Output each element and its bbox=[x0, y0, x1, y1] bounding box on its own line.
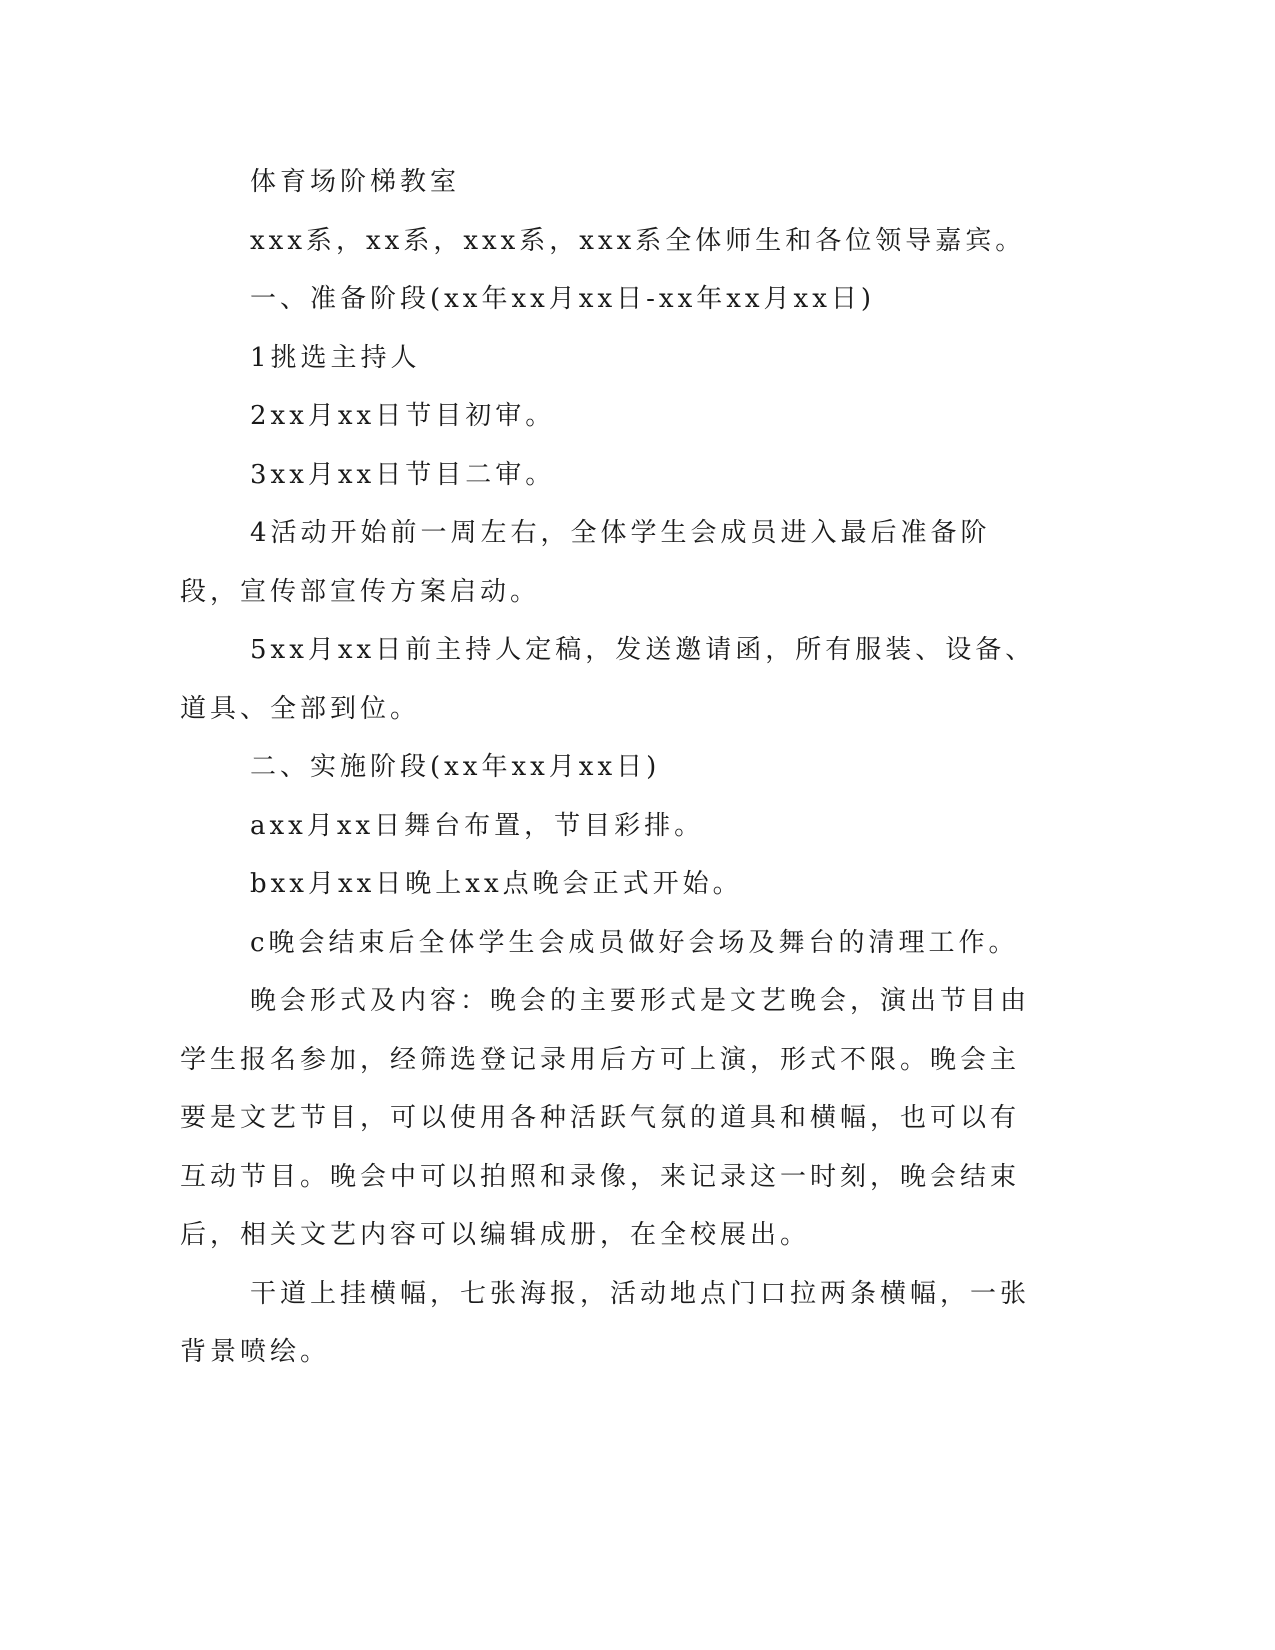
impl-item-b: bxx月xx日晚上xx点晚会正式开始。 bbox=[250, 869, 743, 899]
format-content-paragraph: 晚会形式及内容：晚会的主要形式是文艺晚会，演出节目由学生报名参加，经筛选登记录用后方可上演，形式不限。晚会主要是文艺节目，可以使用各种活跃气氛的道具和横幅，也可以有互动节目。晚会中可以拍照和录像，来记录这一时刻，晚会结束后，相关文艺内容可以编辑成册，在全校展出。 bbox=[180, 986, 1031, 1250]
prep-item-1: 1挑选主持人 bbox=[250, 342, 421, 373]
attendees-line: xxx系，xx系，xxx系，xxx系全体师生和各位领导嘉宾。 bbox=[250, 225, 1026, 256]
venue-line: 体育场阶梯教室 bbox=[250, 167, 461, 197]
prep-item-5: 5xx月xx日前主持人定稿，发送邀请函，所有服装、设备、道具、全部到位。 bbox=[180, 635, 1036, 724]
section-heading-preparation: 一、准备阶段(xx年xx月xx日-xx年xx月xx日) bbox=[250, 284, 876, 314]
prep-item-2: 2xx月xx日节目初审。 bbox=[250, 401, 556, 431]
impl-item-c: c晚会结束后全体学生会成员做好会场及舞台的清理工作。 bbox=[250, 927, 1019, 958]
section-heading-implementation: 二、实施阶段(xx年xx月xx日) bbox=[250, 752, 661, 782]
document-body bbox=[180, 153, 1040, 1382]
publicity-paragraph: 干道上挂横幅，七张海报，活动地点门口拉两条横幅，一张背景喷绘。 bbox=[180, 1278, 1031, 1367]
impl-item-a: axx月xx日舞台布置，节目彩排。 bbox=[250, 810, 705, 841]
prep-item-3: 3xx月xx日节目二审。 bbox=[250, 459, 556, 490]
prep-item-4: 4活动开始前一周左右，全体学生会成员进入最后准备阶段，宣传部宣传方案启动。 bbox=[180, 518, 991, 607]
